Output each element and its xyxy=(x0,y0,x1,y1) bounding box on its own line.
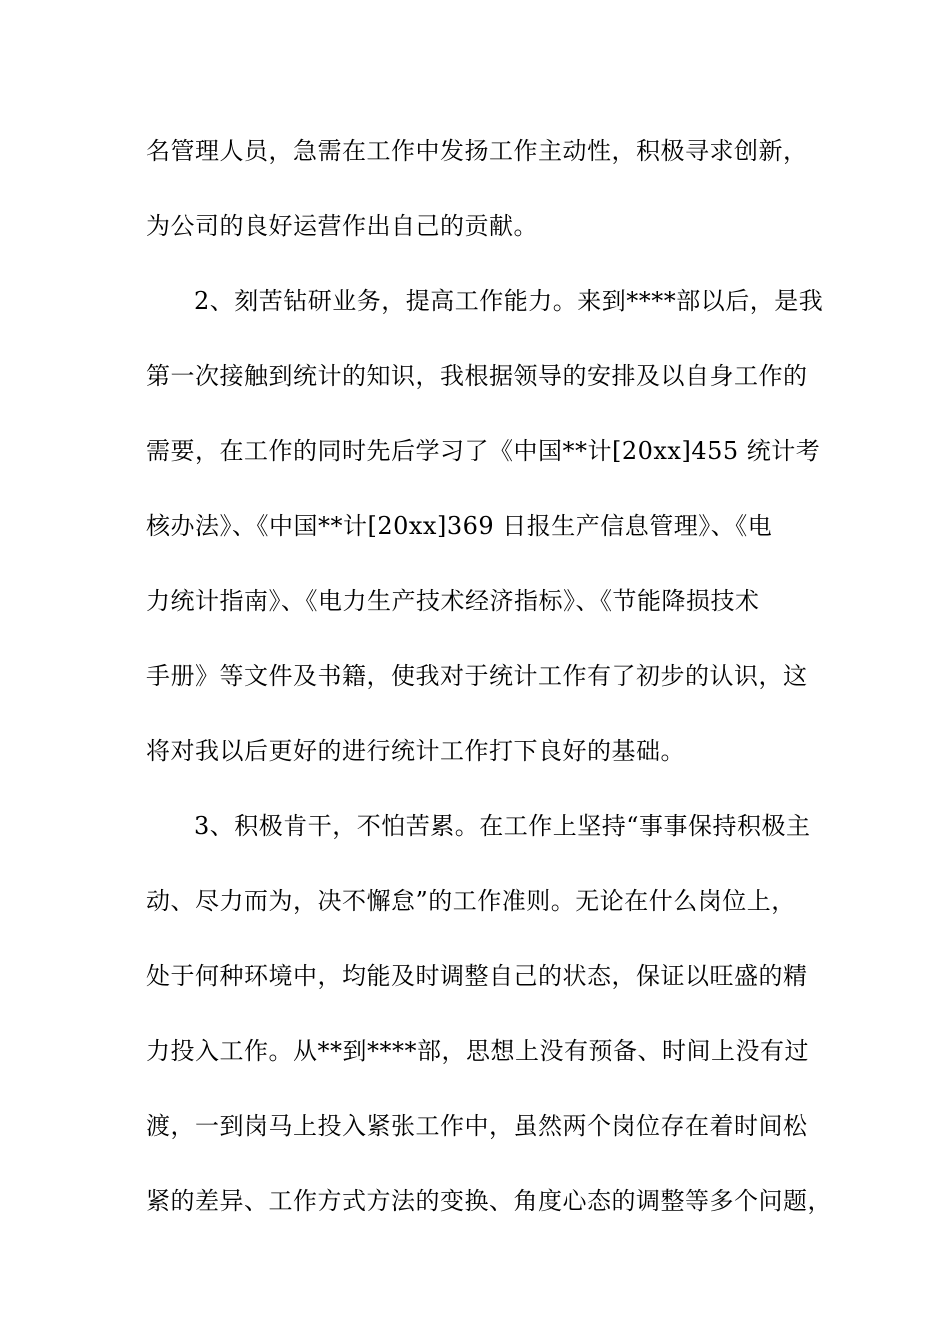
text-line-12: 处于何种环境中，均能及时调整自己的状态，保证以旺盛的精 xyxy=(146,962,808,990)
text-line-14: 渡，一到岗马上投入紧张工作中，虽然两个岗位存在着时间松 xyxy=(146,1112,808,1140)
text-line-15: 紧的差异、工作方式方法的变换、角度心态的调整等多个问题， xyxy=(146,1187,832,1215)
text-line-8: 手册》等文件及书籍，使我对于统计工作有了初步的认识，这 xyxy=(146,662,808,690)
text-line-6: 核办法》、《中国**计[20xx]369 日报生产信息管理》、《电 xyxy=(146,512,773,540)
text-line-9: 将对我以后更好的进行统计工作打下良好的基础。 xyxy=(146,737,685,765)
text-line-13: 力投入工作。从**到****部，思想上没有预备、时间上没有过 xyxy=(146,1037,809,1065)
text-line-2: 为公司的良好运营作出自己的贡献。 xyxy=(146,212,538,240)
text-line-5: 需要，在工作的同时先后学习了《中国**计[20xx]455 统计考 xyxy=(146,437,821,465)
paragraph-2-start: 2、刻苦钻研业务，提高工作能力。来到****部以后，是我 xyxy=(194,287,824,315)
text-line-1: 名管理人员，急需在工作中发扬工作主动性，积极寻求创新， xyxy=(146,137,808,165)
text-line-7: 力统计指南》、《电力生产技术经济指标》、《节能降损技术 xyxy=(146,587,760,615)
text-line-11: 动、尽力而为，决不懈怠”的工作准则。无论在什么岗位上， xyxy=(146,887,796,915)
text-line-4: 第一次接触到统计的知识，我根据领导的安排及以自身工作的 xyxy=(146,362,808,390)
paragraph-3-start: 3、积极肯干，不怕苦累。在工作上坚持“事事保持积极主 xyxy=(194,812,811,840)
